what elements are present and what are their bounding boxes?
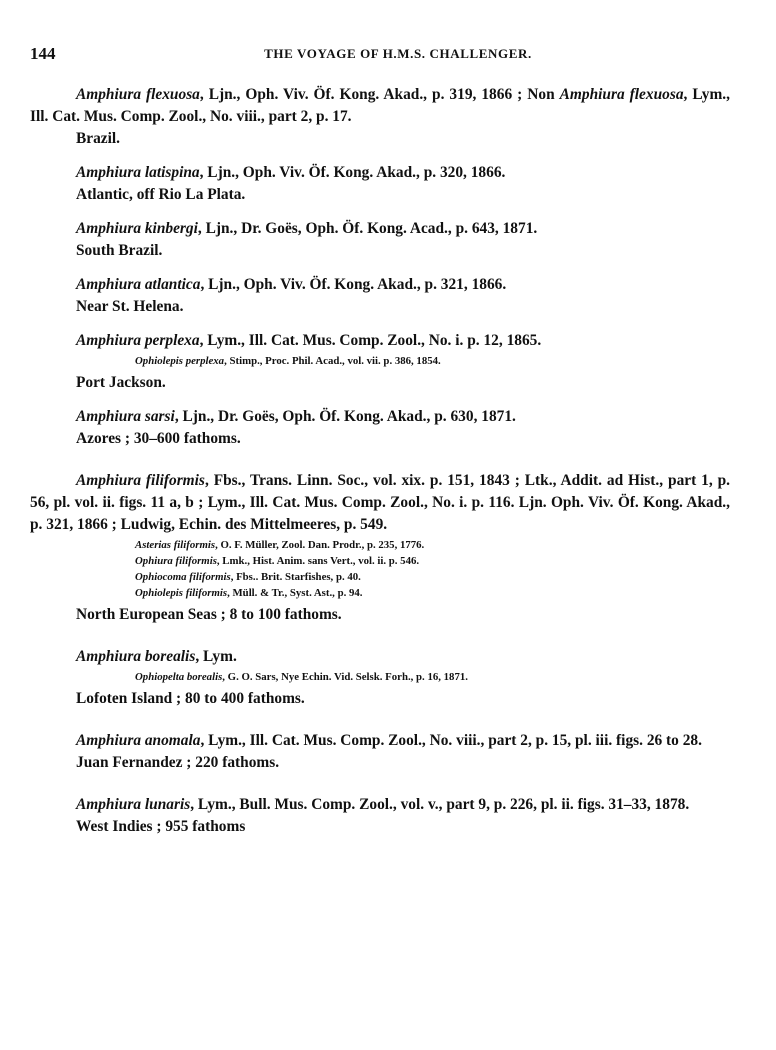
locality: Near St. Helena. bbox=[76, 298, 184, 315]
species-name: Amphiura latispina bbox=[76, 164, 200, 181]
synonym-list bbox=[30, 537, 730, 601]
citation-text: , Lym., Ill. Cat. Mus. Comp. Zool., No. viii., part 2, p. 15, pl. iii. figs. 26 to 28. bbox=[200, 732, 702, 749]
citation bbox=[30, 406, 730, 428]
citation bbox=[30, 330, 730, 352]
species-name: Amphiura atlantica bbox=[76, 276, 201, 293]
species-entry bbox=[30, 730, 730, 774]
page-header bbox=[30, 44, 736, 68]
locality: North European Seas ; 8 to 100 fathoms. bbox=[76, 606, 342, 623]
citation-text: , Lym. bbox=[195, 648, 237, 665]
synonym-list bbox=[30, 669, 730, 685]
citation-text: , Ljn., Oph. Viv. Öf. Kong. Akad., p. 319, 1866 ; Non bbox=[199, 86, 560, 103]
synonym bbox=[30, 553, 730, 569]
citation bbox=[30, 470, 730, 536]
species-name: Amphiura sarsi bbox=[76, 408, 175, 425]
citation-text: , Ljn., Dr. Goës, Oph. Öf. Kong. Akad., p. 630, 1871. bbox=[174, 408, 516, 425]
species-name-secondary: Amphiura flexuosa bbox=[559, 86, 684, 103]
page-number: 144 bbox=[30, 44, 56, 63]
synonym bbox=[30, 669, 730, 685]
synonym-name: Ophiura filiformis bbox=[135, 555, 217, 567]
species-list bbox=[30, 84, 730, 850]
locality: Brazil. bbox=[76, 130, 121, 147]
synonym bbox=[30, 537, 730, 553]
synonym-ref: , Lmk., Hist. Anim. sans Vert., vol. ii. p. 546. bbox=[216, 555, 420, 567]
locality: West Indies ; 955 fathoms bbox=[76, 818, 246, 835]
synonym bbox=[30, 585, 730, 601]
citation-text: , Ljn., Oph. Viv. Öf. Kong. Akad., p. 320, 1866. bbox=[199, 164, 506, 181]
synonym-ref: , G. O. Sars, Nye Echin. Vid. Selsk. Forh., p. 16, 1871. bbox=[222, 671, 468, 683]
species-name: Amphiura perplexa bbox=[76, 332, 200, 349]
synonym bbox=[30, 353, 730, 369]
citation-text: , Fbs., Trans. Linn. Soc., vol. xix. p. 151, 1843 ; Ltk., Addit. ad Hist., part 1, p. 56, pl. vol. ii. figs. 11 a, b ; Lym., Ill. Cat. Mus. Comp. Zool., No. i. p. 116. Ljn. Oph. Viv. Öf. Kong. Akad., p. 321, 1866 ; Ludwig, Echin. des Mittelmeeres, p. 549. bbox=[30, 472, 730, 533]
synonym-list bbox=[30, 353, 730, 369]
locality: Atlantic, off Rio La Plata. bbox=[76, 186, 246, 203]
species-entry bbox=[30, 162, 730, 206]
synonym-ref: , Stimp., Proc. Phil. Acad., vol. vii. p. 386, 1854. bbox=[224, 355, 441, 367]
citation bbox=[30, 274, 730, 296]
locality: Port Jackson. bbox=[76, 374, 166, 391]
locality: South Brazil. bbox=[76, 242, 163, 259]
citation bbox=[30, 84, 730, 128]
species-name: Amphiura anomala bbox=[76, 732, 201, 749]
species-entry bbox=[30, 470, 730, 626]
species-name: Amphiura kinbergi bbox=[76, 220, 198, 237]
species-name: Amphiura lunaris bbox=[76, 796, 191, 813]
locality: Juan Fernandez ; 220 fathoms. bbox=[76, 754, 280, 771]
species-entry bbox=[30, 84, 730, 150]
species-entry bbox=[30, 218, 730, 262]
species-entry bbox=[30, 330, 730, 394]
species-entry bbox=[30, 274, 730, 318]
citation bbox=[30, 794, 730, 816]
species-entry bbox=[30, 646, 730, 710]
citation-text: , Ljn., Dr. Goës, Oph. Öf. Kong. Acad., p. 643, 1871. bbox=[197, 220, 538, 237]
species-name: Amphiura filiformis bbox=[76, 472, 205, 489]
running-head: THE VOYAGE OF H.M.S. CHALLENGER. bbox=[264, 46, 532, 61]
synonym bbox=[30, 569, 730, 585]
synonym-name: Ophiocoma filiformis bbox=[135, 571, 231, 583]
synonym-ref: , O. F. Müller, Zool. Dan. Prodr., p. 235, 1776. bbox=[215, 539, 425, 551]
citation bbox=[30, 162, 730, 184]
synonym-name: Ophiolepis filiformis bbox=[135, 587, 228, 599]
citation-text: , Lym., Ill. Cat. Mus. Comp. Zool., No. i. p. 12, 1865. bbox=[199, 332, 542, 349]
locality: Azores ; 30–600 fathoms. bbox=[76, 430, 241, 447]
synonym-name: Ophiolepis perplexa bbox=[135, 355, 225, 367]
species-name: Amphiura flexuosa bbox=[76, 86, 200, 103]
species-name: Amphiura borealis bbox=[76, 648, 196, 665]
citation-text: , Ljn., Oph. Viv. Öf. Kong. Akad., p. 321, 1866. bbox=[200, 276, 507, 293]
synonym-name: Ophiopelta borealis bbox=[135, 671, 223, 683]
citation-text-secondary: , Lym., Ill. Cat. Mus. Comp. Zool., No. viii., part 2, p. 17. bbox=[30, 86, 731, 125]
citation-text: , Lym., Bull. Mus. Comp. Zool., vol. v., part 9, p. 226, pl. ii. figs. 31–33, 1878. bbox=[190, 796, 690, 813]
synonym-ref: , Müll. & Tr., Syst. Ast., p. 94. bbox=[227, 587, 363, 599]
synonym-ref: , Fbs.. Brit. Starfishes, p. 40. bbox=[230, 571, 361, 583]
citation bbox=[30, 646, 730, 668]
locality: Lofoten Island ; 80 to 400 fathoms. bbox=[76, 690, 305, 707]
species-entry bbox=[30, 406, 730, 450]
citation bbox=[30, 730, 730, 752]
species-entry bbox=[30, 794, 730, 838]
synonym-name: Asterias filiformis bbox=[135, 539, 216, 551]
citation bbox=[30, 218, 730, 240]
